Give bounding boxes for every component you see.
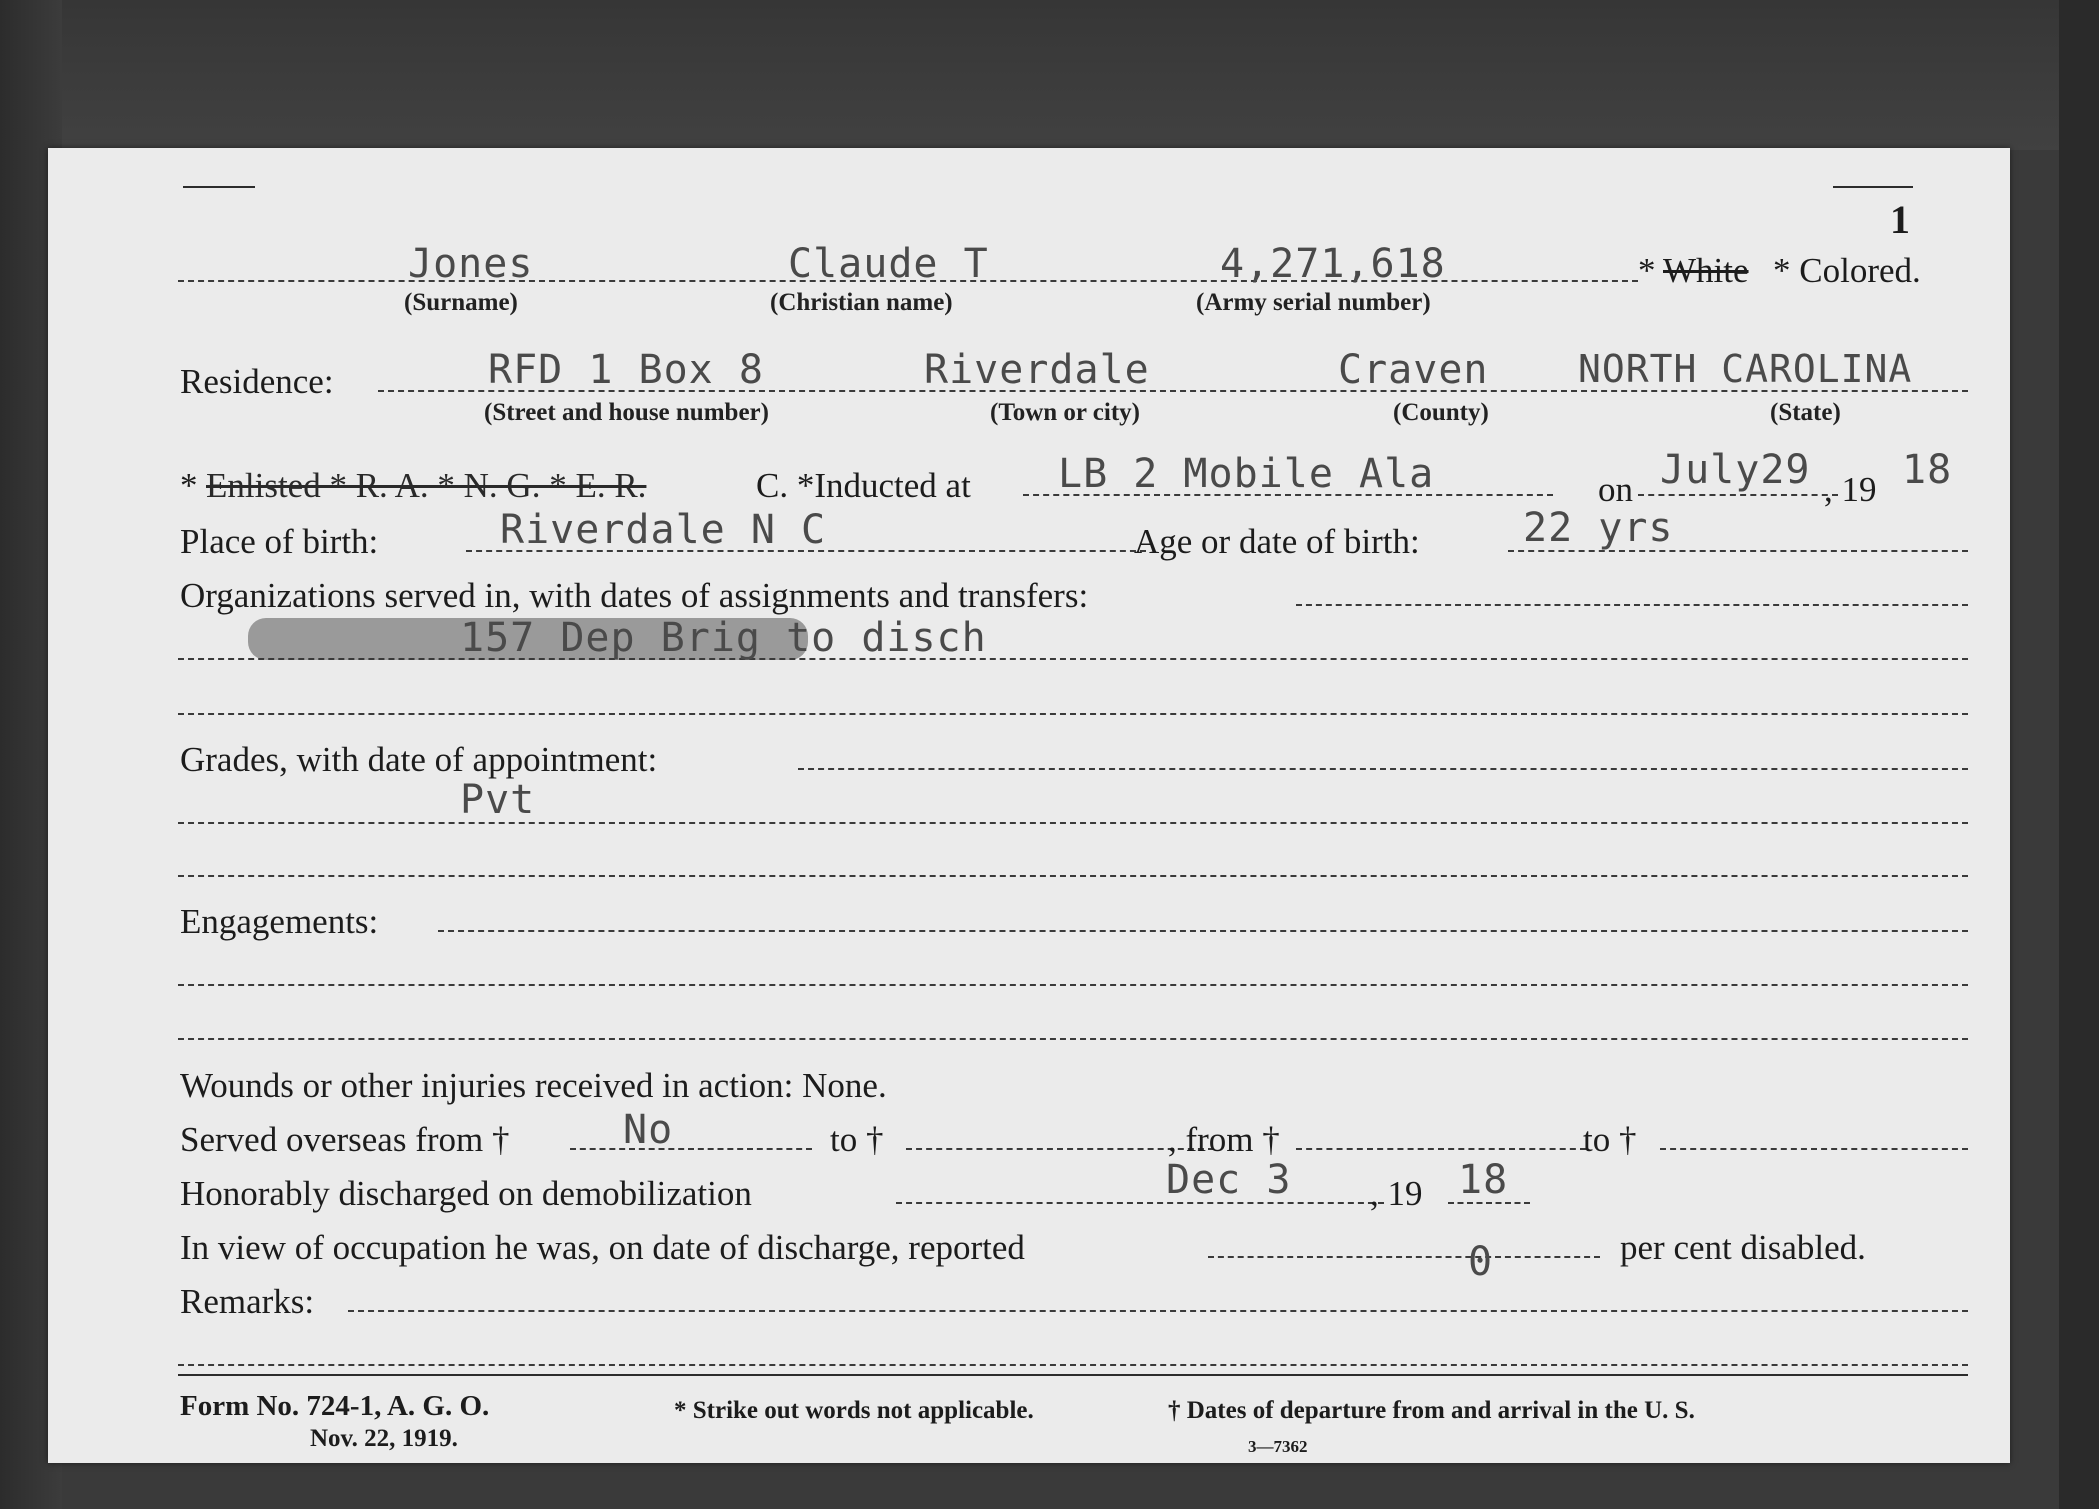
inducted-year-prefix: , 19 <box>1824 470 1877 509</box>
organizations-label: Organizations served in, with dates of assignments and transfers: <box>180 576 1089 615</box>
from-label: , from † <box>1168 1120 1280 1159</box>
christian-name-value: Claude T <box>788 241 989 287</box>
discharge-year-value: 18 <box>1458 1157 1509 1203</box>
label-county: (County) <box>1393 399 1489 426</box>
occupation-label: In view of occupation he was, on date of discharge, reported <box>180 1228 1025 1267</box>
label-state: (State) <box>1770 399 1841 426</box>
race-white-struck: White <box>1663 251 1749 290</box>
engagements-label: Engagements: <box>180 902 379 941</box>
overseas-value: No <box>623 1107 674 1153</box>
inducted-year-value: 18 <box>1902 447 1953 493</box>
form-number: Form No. 724-1, A. G. O. <box>180 1390 490 1422</box>
on-label: on <box>1598 470 1633 509</box>
town-value: Riverdale <box>924 347 1150 393</box>
grades-line-3 <box>178 875 1968 877</box>
card-number: 1 <box>1890 197 1910 242</box>
remarks-label: Remarks: <box>180 1282 315 1321</box>
footer-rule <box>178 1374 1968 1376</box>
surname-value: Jones <box>408 241 534 287</box>
overseas-label: Served overseas from † <box>180 1120 510 1159</box>
organizations-line-2 <box>178 658 1968 660</box>
form-date: Nov. 22, 1919. <box>310 1425 458 1452</box>
organizations-value: 157 Dep Brig to disch <box>460 615 987 661</box>
residence-label: Residence: <box>180 362 334 401</box>
race-prefix: * <box>1638 251 1656 290</box>
label-surname: (Surname) <box>404 289 518 316</box>
to-label: to † <box>830 1120 884 1159</box>
grade-value: Pvt <box>460 777 536 823</box>
age-value: 22 yrs <box>1523 505 1674 551</box>
engagements-line-2 <box>178 984 1968 986</box>
birthplace-value: Riverdale N C <box>500 507 827 553</box>
inducted-date-line <box>1638 494 1838 496</box>
overseas-from-line <box>570 1148 812 1150</box>
discharge-date-line <box>896 1202 1384 1204</box>
remarks-line-1 <box>348 1310 1968 1312</box>
label-street: (Street and house number) <box>484 399 769 426</box>
top-left-rule <box>183 186 255 188</box>
birthplace-label: Place of birth: <box>180 522 379 561</box>
remarks-line-2 <box>178 1364 1968 1366</box>
inducted-at-value: LB 2 Mobile Ala <box>1058 451 1435 497</box>
grades-label: Grades, with date of appointment: <box>180 740 658 779</box>
scan-background-top <box>0 0 2099 150</box>
service-record-card <box>48 148 2010 1463</box>
top-right-rule <box>1833 186 1913 188</box>
serial-value: 4,271,618 <box>1220 241 1446 287</box>
overseas-from-line-2 <box>1296 1148 1586 1150</box>
enlisted-prefix: * <box>180 466 198 505</box>
label-serial: (Army serial number) <box>1196 289 1431 316</box>
engagements-line-1 <box>438 930 1968 932</box>
inducted-date-value: July29 <box>1660 447 1811 493</box>
dates-note: † Dates of departure from and arrival in the U. S. <box>1168 1397 1695 1424</box>
form-code: 3—7362 <box>1248 1437 1308 1456</box>
street-value: RFD 1 Box 8 <box>488 347 764 393</box>
to-label-2: to † <box>1583 1120 1637 1159</box>
grades-line-1 <box>798 768 1968 770</box>
state-value: NORTH CAROLINA <box>1578 347 1913 391</box>
engagements-line-3 <box>178 1038 1968 1040</box>
enlisted-tail: C. *Inducted at <box>756 466 971 505</box>
organizations-line-1 <box>1296 604 1968 606</box>
wounds-label: Wounds or other injuries received in action: None. <box>180 1066 887 1105</box>
county-value: Craven <box>1338 347 1489 393</box>
disabled-label: per cent disabled. <box>1620 1228 1866 1267</box>
label-town: (Town or city) <box>990 399 1140 426</box>
race-colored: * Colored. <box>1773 251 1921 290</box>
discharge-year-prefix: , 19 <box>1370 1174 1423 1213</box>
grades-line-2 <box>178 822 1968 824</box>
discharge-label: Honorably discharged on demobilization <box>180 1174 752 1213</box>
scan-background-right <box>2059 0 2099 1509</box>
discharge-date-value: Dec 3 <box>1166 1157 1292 1203</box>
disabled-line <box>1208 1256 1600 1258</box>
label-christian-name: (Christian name) <box>770 289 953 316</box>
organizations-line-3 <box>178 713 1968 715</box>
disabled-value: 0 <box>1468 1239 1494 1285</box>
enlisted-options-struck: Enlisted * R. A. * N. G. * E. R. <box>206 466 647 505</box>
age-label: Age or date of birth: <box>1134 522 1420 561</box>
overseas-to-line-2 <box>1660 1148 1968 1150</box>
strike-note: * Strike out words not applicable. <box>674 1397 1034 1424</box>
